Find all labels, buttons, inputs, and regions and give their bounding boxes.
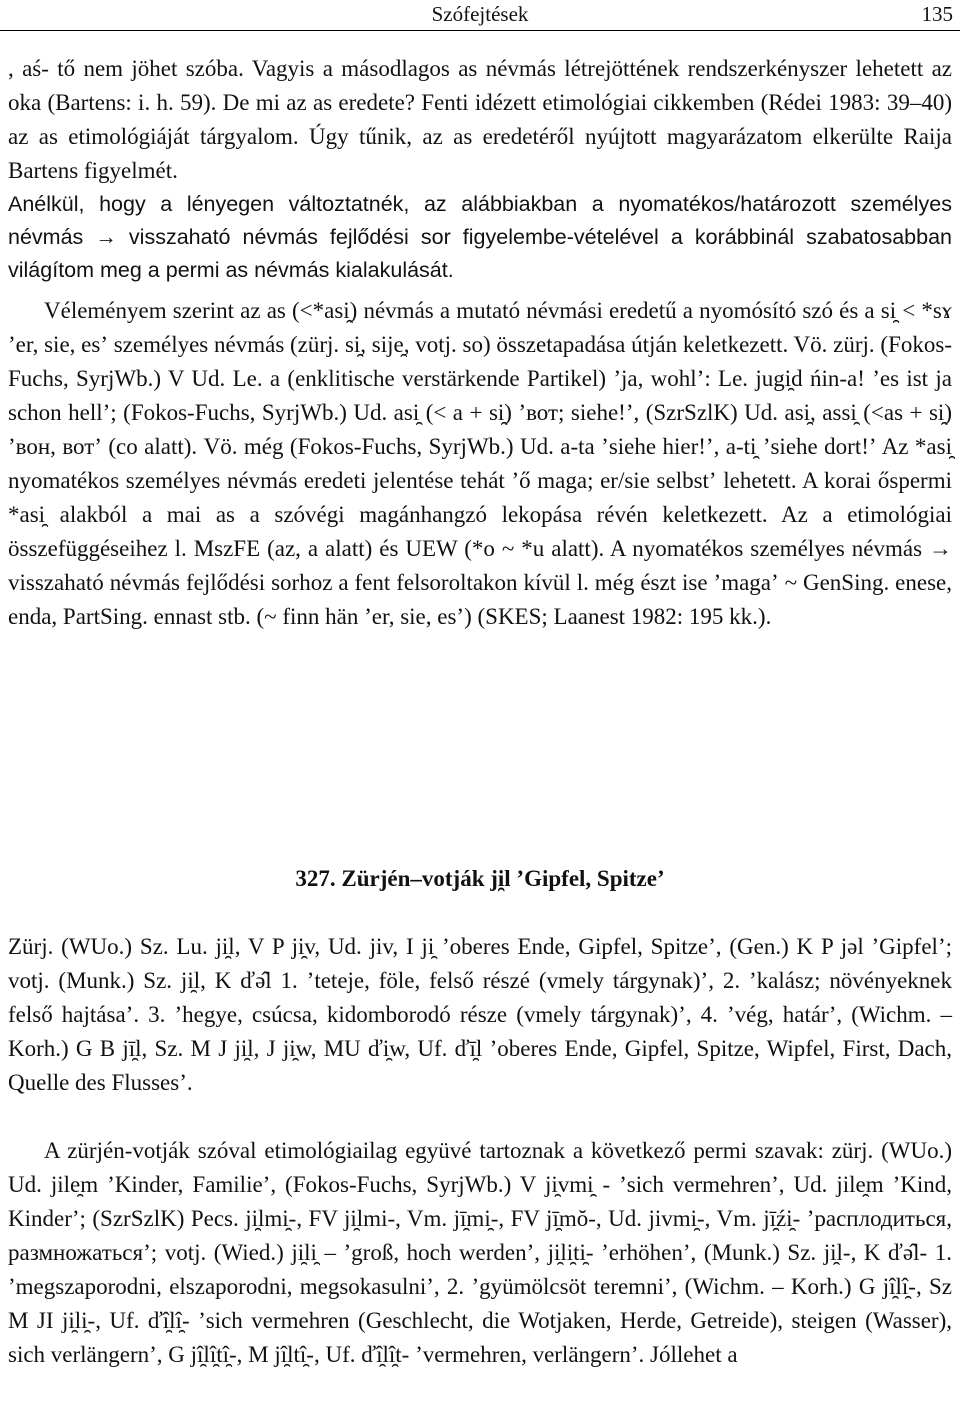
- section-title: 327. Zürjén–votják ji̯l ʼGipfel, Spitzeʼ: [295, 866, 665, 891]
- paragraph-4: Zürj. (WUo.) Sz. Lu. ji̯l, V P ji̯v, Ud. jiv, I ji̯ ʼoberes Ende, Gipfel, Spitzeʼ, (Gen.) K P jəl ʼGipfelʼ; votj. (Munk.) Sz. ji̯l, K ďə̂l 1. ʼteteje, föle, felső részé (vmely tárgynak)ʼ, 2. ʼkalász; növényeknek felső hajtásaʼ. 3. ʼhegye, csúcsa, kidomborodó része (vmely tárgynak)ʼ, 4. ʼvég, határʼ, (Wichm. – Korh.) G B jī̯l, Sz. M J ji̯l, J ji̯w, MU ďi̯w, Uf. ďī̯l ʼoberes Ende, Gipfel, Spitze, Wipfel, First, Dach, Quelle des Flussesʼ.: [8, 934, 952, 1095]
- paragraph-1: , aś- tő nem jöhet szóba. Vagyis a másodlagos as névmás létrejöttének rendszerkényszer lehetett az oka (Bartens: i. h. 59). De mi az as eredete? Fenti idézett etimológiai cikkemben (Rédei 1983: 39–40) az as etimológiáját tárgyalom. Úgy tűnik, az as eredetéről nyújtott magyarázatom elkerülte Raija Bartens figyelmét.: [8, 56, 952, 183]
- running-header: [0, 0, 960, 28]
- header-divider: [0, 30, 960, 31]
- running-header-title: Szófejtések: [431, 2, 529, 26]
- page-number: 135: [921, 2, 953, 26]
- paragraph-5: A zürjén-votják szóval etimológiailag együvé tartoznak a következő permi szavak: zürj. (WUo.) Ud. jile̯m ʼKinder, Familieʼ, (Fokos-Fuchs, SyrjWb.) V ji̯vmi̯ - ʼsich vermehrenʼ, Ud. jile̯m ʼKind, Kinderʼ; (SzrSzlK) Pecs. ji̯lmi̯-, FV ji̯lmi-, Vm. jī̯mi̯-, FV jī̯mŏ-, Ud. jivmi̯-, Vm. jī̯źi̯- ʼрасплодиться, размножатьсяʼ; votj. (Wied.) ji̯li̯ – ʼgroß, hoch werdenʼ, ji̯li̯ti̯- ʼerhöhenʼ, (Munk.) Sz. ji̯l-, K ďə̂l- 1. ʼmegszaporodni, elszaporodni, megsokasulniʼ, 2. ʼgyümölcsöt teremniʼ, (Wichm. – Korh.) G jî̯lî̯-, Sz M JI ji̯li̯-, Uf. ďî̯lî̯- ʼsich vermehren (Geschlecht, die Wotjaken, Herde, Getreide), steigen (Wasser), sich verlängernʼ, G jî̯lî̯tî̯-, M jî̯ltî̯-, Uf. ďî̯lî̯t- ʼvermehren, verlängernʼ. Jóllehet a: [8, 1138, 952, 1367]
- paragraph-2: Anélkül, hogy a lényegen változtatnék, az alábbiakban a nyomatékos/határozott személyes névmás → visszaható névmás fejlődési sor figyelembe-vételével a korábbinál szabatosabban világítom meg a permi as névmás kialakulását.: [8, 192, 952, 282]
- page-body: [8, 52, 952, 1406]
- paragraph-3: Véleményem szerint az as (<*asi̯) névmás a mutató névmási eredetű a nyomósító szó és a si̯ < *sɤ ʼer, sie, esʼ személyes névmás (zürj. si̯, sije̯, votj. so) összetapadása útján keletkezett. Vö. zürj. (Fokos-Fuchs, SyrjWb.) V Ud. Le. a (enklitische verstärkende Partikel) ʼja, wohlʼ: Le. jugi̯d ńin-a! ʼes ist ja schon hellʼ; (Fokos-Fuchs, SyrjWb.) Ud. asi̯ (< a + si̯) ʼвот; siehe!ʼ, (SzrSzlK) Ud. asi̯, assi̯ (<as + si̯) ʼвон, вотʼ (co alatt). Vö. még (Fokos-Fuchs, SyrjWb.) Ud. a-ta ʼsiehe hier!ʼ, a-ti̯ ʼsiehe dort!ʼ Az *asi̯ nyomatékos személyes névmás eredeti jelentése tehát ʼő maga; er/sie selbstʼ lehetett. A korai őspermi *asi̯ alakból a mai as a szóvégi magánhangzó lekopása révén keletkezett. Az a etimológiai összefüggéseihez l. MszFE (az, a alatt) és UEW (*o ~ *u alatt). A nyomatékos személyes névmás → visszaható névmás fejlődési sorhoz a fent felsoroltakon kívül l. még észt ise ʼmagaʼ ~ GenSing. enese, enda, PartSing. ennast stb. (~ finn hän ʼer, sie, esʼ) (SKES; Laanest 1982: 195 kk.).: [8, 298, 952, 629]
